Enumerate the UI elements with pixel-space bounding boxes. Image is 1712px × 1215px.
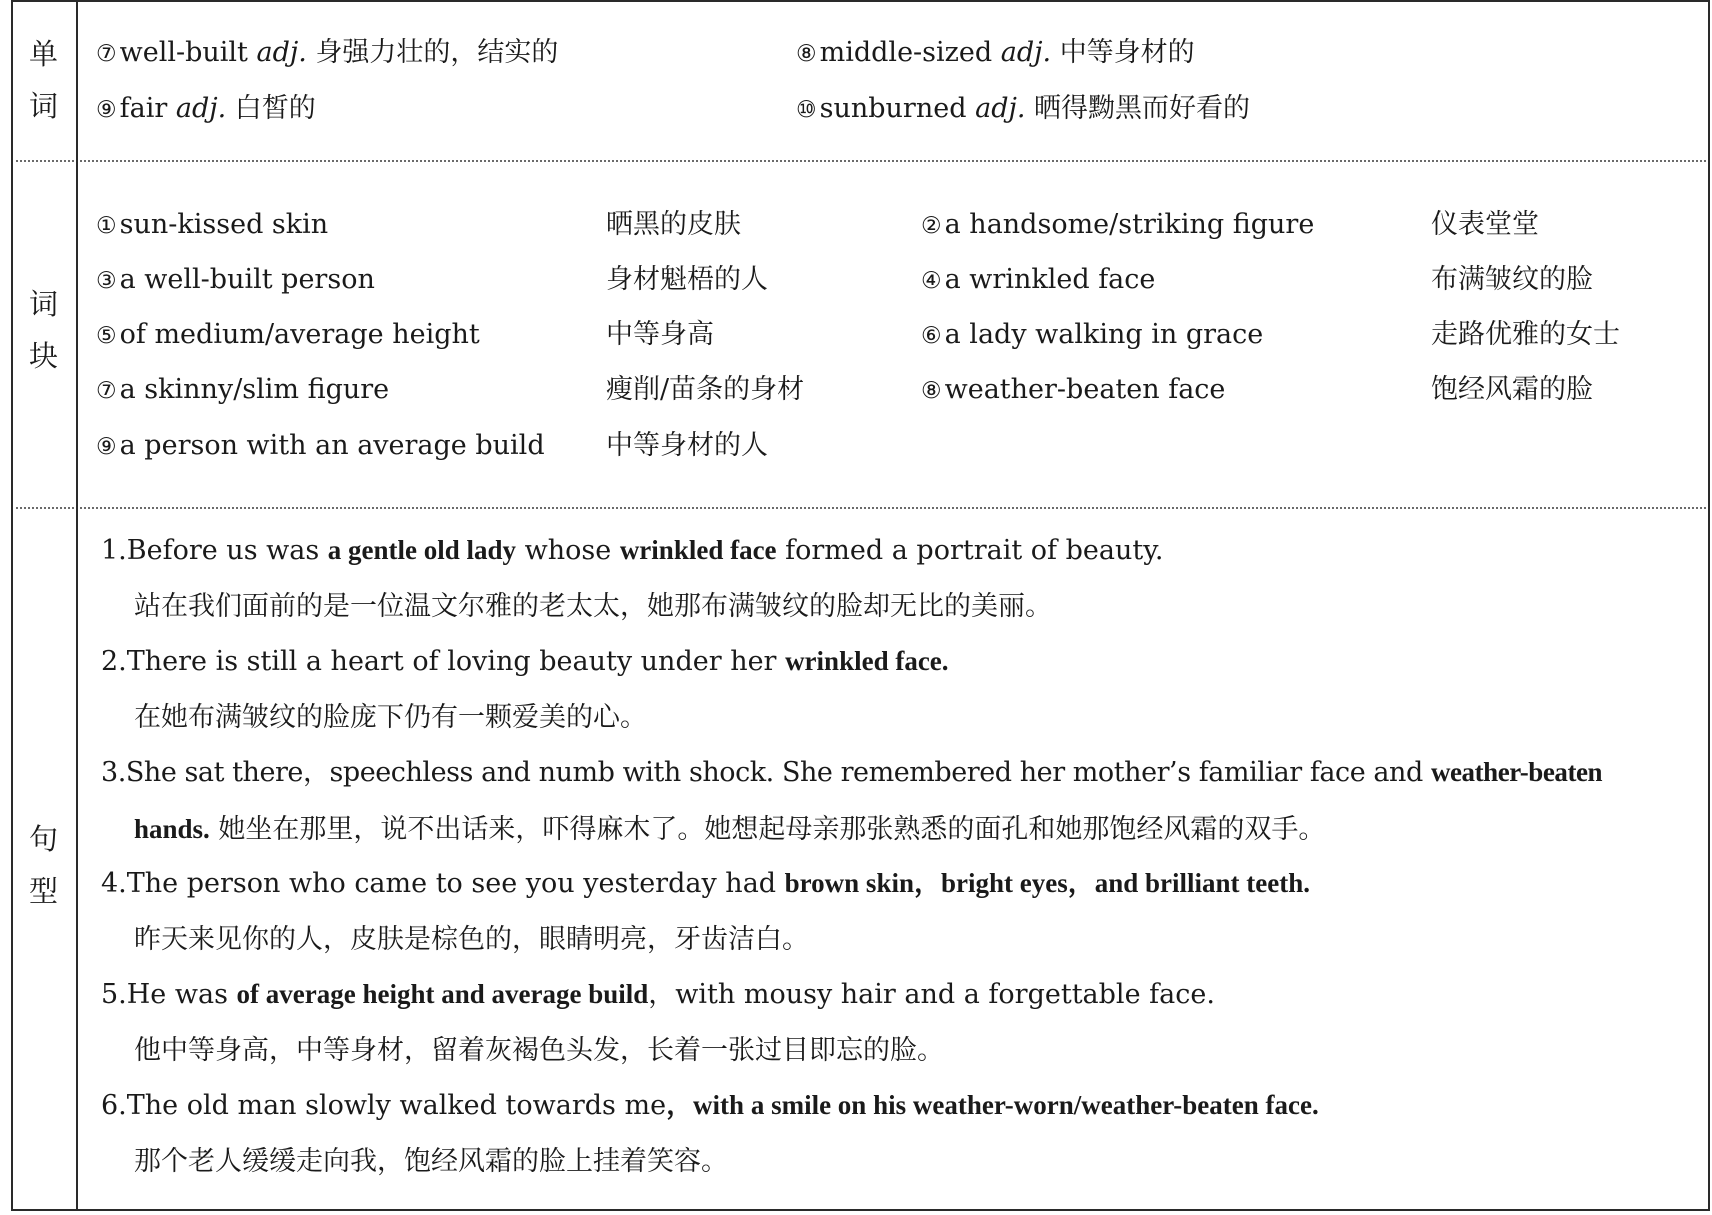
- sentence-translation: 站在我们面前的是一位温文尔雅的老太太，她那布满皱纹的脸却无比的美丽。: [134, 591, 1052, 622]
- chunk-en: ④ a wrinkled face: [921, 264, 1156, 295]
- sentence-english: [101, 1077, 1319, 1134]
- sentence-number: 2.: [101, 646, 127, 677]
- vocab-item: ⑨ fair adj. 白皙的: [96, 93, 316, 124]
- sentence-number: 6.: [101, 1090, 127, 1121]
- sentence-translation: 昨天来见你的人，皮肤是棕色的，眼睛明亮，牙齿洁白。: [134, 924, 809, 955]
- chunk-cn: 晒黑的皮肤: [606, 209, 741, 240]
- sentence-number: 4.: [101, 868, 127, 899]
- chunk-en: ⑨ a person with an average build: [96, 430, 545, 461]
- sentence-number: 3.: [101, 757, 126, 788]
- sentences-section-label: [11, 805, 76, 925]
- vocab-section-label: [11, 22, 76, 138]
- section-divider-2: [11, 507, 1710, 509]
- table-top-border: [11, 0, 1710, 2]
- sentence-text: He was: [126, 979, 237, 1010]
- example-sentence: [101, 966, 1215, 1079]
- sentence-translation: 他中等身高，中等身材，留着灰褐色头发，长着一张过目即忘的脸。: [134, 1035, 944, 1066]
- example-sentence: [101, 633, 949, 746]
- chunks-label-char: 词: [28, 287, 58, 321]
- sentence-number: 1.: [101, 535, 127, 566]
- sentence-translation: 那个老人缓缓走向我，饱经风霜的脸上挂着笑容。: [134, 1146, 728, 1177]
- vocab-item: ⑦ well-built adj. 身强力壮的，结实的: [96, 37, 559, 68]
- bold-phrase: hands.: [134, 814, 210, 844]
- sentence-english: [101, 966, 1215, 1023]
- chunk-en: ⑧ weather-beaten face: [921, 374, 1226, 405]
- sentence-english: [101, 855, 1310, 912]
- chunk-cn: 瘦削/苗条的身材: [606, 374, 805, 405]
- chunk-en: ⑥ a lady walking in grace: [921, 319, 1264, 350]
- bold-phrase: a gentle old lady: [327, 535, 517, 565]
- chunk-cn: 布满皱纹的脸: [1431, 264, 1593, 295]
- example-sentence: [101, 744, 1602, 858]
- chunk-cn: 中等身高: [606, 319, 714, 350]
- bold-phrase: brown skin，bright eyes，and brilliant teeth.: [784, 868, 1310, 898]
- chunk-cn: 仪表堂堂: [1431, 209, 1539, 240]
- vocabulary-table: [11, 0, 1710, 1211]
- vocab-label-char: 单: [28, 37, 58, 71]
- chunk-en: ③ a well-built person: [96, 264, 375, 295]
- chunk-cn: 中等身材的人: [606, 430, 768, 461]
- table-bottom-border: [11, 1209, 1710, 1211]
- sentence-english: [101, 522, 1163, 579]
- chunk-en: ① sun-kissed skin: [96, 209, 329, 240]
- sentence-text: She sat there，speechless and numb with shock. She remembered her mother’s familiar face and: [125, 757, 1431, 788]
- example-sentence: [101, 855, 1310, 968]
- chunk-en: ⑦ a skinny/slim figure: [96, 374, 390, 405]
- sentence-english: [101, 744, 1602, 801]
- sentence-text: The person who came to see you yesterday had: [126, 868, 785, 899]
- bold-phrase: wrinkled face.: [785, 646, 949, 676]
- bold-phrase: weather-beaten: [1430, 757, 1603, 787]
- chunk-cn: 身材魁梧的人: [606, 264, 768, 295]
- sentence-text: There is still a heart of loving beauty under her: [126, 646, 786, 677]
- vocab-label-char: 词: [28, 89, 58, 123]
- chunk-en: ② a handsome/striking figure: [921, 209, 1315, 240]
- chunks-label-char: 块: [28, 339, 58, 373]
- sentence-translation: 在她布满皱纹的脸庞下仍有一颗爱美的心。: [134, 702, 647, 733]
- label-column-divider: [76, 0, 78, 1211]
- sentence-text: Before us was: [126, 535, 328, 566]
- chunk-cn: 走路优雅的女士: [1431, 319, 1620, 350]
- sentence-text: whose: [516, 535, 620, 566]
- sentence-text: ，with mousy hair and a forgettable face.: [648, 979, 1215, 1010]
- sentence-number: 5.: [101, 979, 127, 1010]
- bold-phrase: ，with a smile on his weather-worn/weather-beaten face.: [666, 1090, 1319, 1120]
- example-sentence: [101, 1077, 1319, 1190]
- example-sentence: [101, 522, 1163, 635]
- section-divider-1: [11, 160, 1710, 162]
- sentence-text: 她坐在那里，说不出话来，吓得麻木了。她想起母亲那张熟悉的面孔和她那饱经风霜的双手。: [209, 814, 1326, 845]
- sentence-continuation: [101, 801, 1602, 858]
- table-right-border: [1708, 0, 1710, 1211]
- vocab-item: ⑧ middle-sized adj. 中等身材的: [796, 37, 1195, 68]
- chunk-en: ⑤ of medium/average height: [96, 319, 480, 350]
- vocab-item: ⑩ sunburned adj. 晒得黝黑而好看的: [796, 93, 1251, 124]
- sentences-label-char: 句: [28, 822, 58, 856]
- bold-phrase: wrinkled face: [619, 535, 777, 565]
- chunks-section-label: [11, 260, 76, 400]
- sentence-english: [101, 633, 949, 690]
- table-left-border: [11, 0, 13, 1211]
- chunk-cn: 饱经风霜的脸: [1431, 374, 1593, 405]
- bold-phrase: of average height and average build: [236, 979, 649, 1009]
- sentences-label-char: 型: [28, 874, 58, 908]
- sentence-text: The old man slowly walked towards me: [126, 1090, 667, 1121]
- sentence-text: formed a portrait of beauty.: [776, 535, 1164, 566]
